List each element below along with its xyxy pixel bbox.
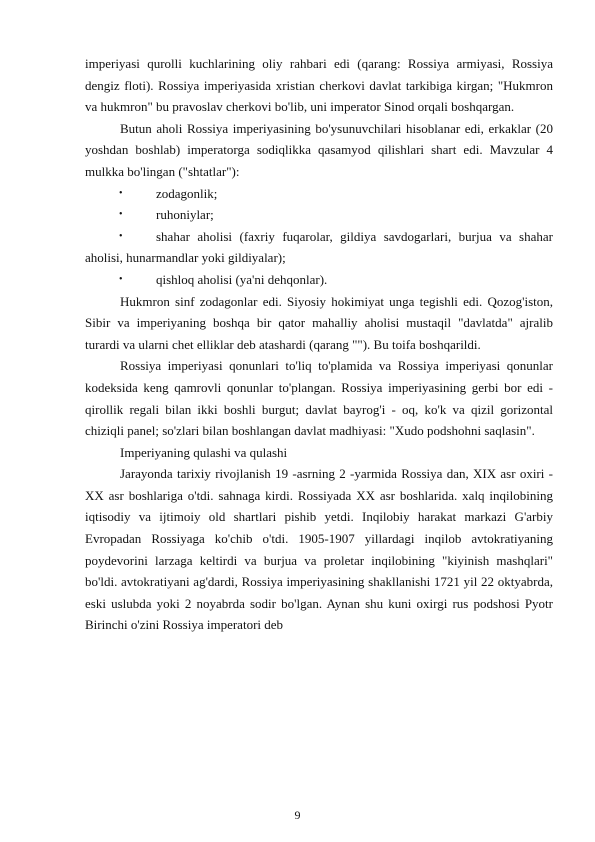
bullet-icon: • xyxy=(119,209,123,221)
list-item-text: qishloq aholisi (ya'ni dehqonlar). xyxy=(156,271,328,287)
section-heading: Imperiyaning qulashi va qulashi xyxy=(120,444,288,460)
paragraph-3: Hukmron sinf zodagonlar edi. Siyosiy hokimiyat unga tegishli edi. Qozog'iston, Sibir va imperiyaning boshqa bir qator mahalliy aholisi mustaqil "davlatda" ajralib turardi va ularni chet elliklar deb atashardi (qarang ""). Bu toifa boshqarildi. xyxy=(85,293,553,352)
bullet-icon: • xyxy=(119,187,123,199)
list-item xyxy=(85,204,553,226)
list-item xyxy=(85,183,553,205)
estates-list xyxy=(85,183,553,291)
page-number: 9 xyxy=(294,808,301,822)
list-item xyxy=(85,269,553,291)
paragraph-2: Butun aholi Rossiya imperiyasining bo'ysunuvchilari hisoblanar edi, erkaklar (20 yoshdan boshlab) imperatorga sodiqlikka qasamyod qilishlari shart edi. Mavzular 4 mulkka bo'lingan ("shtatlar"): xyxy=(85,120,553,179)
paragraph-4: Rossiya imperiyasi qonunlari to'liq to'plamida va Rossiya imperiyasi qonunlar kodeksida keng qamrovli qonunlar to'plangan. Rossiya imperiyasining gerbi bor edi - qirollik regali bilan ikki boshli burgut; davlat bayrog'i - oq, ko'k va qizil gorizontal chiziqli panel; so'zlari bilan boshlangan davlat madhiyasi: "Xudo podshohni saqlasin". xyxy=(85,358,553,439)
paragraph-5: Jarayonda tarixiy rivojlanish 19 -asrning 2 -yarmida Rossiya dan, XIX asr oxiri - XX asr boshlariga o'tdi. sahnaga kirdi. Rossiyada XX asr boshlarida. xalq inqilobining iqtisodiy va ijtimoiy old shartlari pishib yetdi. Inqilobiy harakat markazi G'arbiy Evropadan Rossiyaga ko'chib o'tdi. 1905-1907 yillardagi inqilob avtokratiyaning poydevorini larzaga keltirdi va burjua va proletar inqilobining "kiyinish mashqlari" bo'ldi. avtokratiyani ag'dardi, Rossiya imperiyasining shakllanishi 1721 yil 22 oktyabrda, eski uslubda yoki 2 noyabrda sodir bo'lgan. Aynan shu kuni oxirgi rus podshosi Pyotr Birinchi o'zini Rossiya imperatori deb xyxy=(85,466,553,633)
bullet-icon: • xyxy=(119,230,123,242)
list-item xyxy=(85,226,553,269)
list-item-text: shahar aholisi (faxriy fuqarolar, gildiya savdogarlari, burjua va shahar aholisi, hunarmandlar yoki gildiyalar); xyxy=(85,228,553,266)
bullet-icon: • xyxy=(119,273,123,285)
list-item-text: ruhoniylar; xyxy=(156,207,214,223)
list-item-text: zodagonlik; xyxy=(156,185,218,201)
document-page xyxy=(85,53,553,636)
paragraph-1: imperiyasi qurolli kuchlarining oliy rahbari edi (qarang: Rossiya armiyasi, Rossiya dengiz floti). Rossiya imperiyasida xristian cherkovi davlat tarkibiga kirgan; "Hukmron va hukmron" bu pravoslav cherkovi bo'lib, uni imperator Sinod orqali boshqargan. xyxy=(85,56,553,115)
